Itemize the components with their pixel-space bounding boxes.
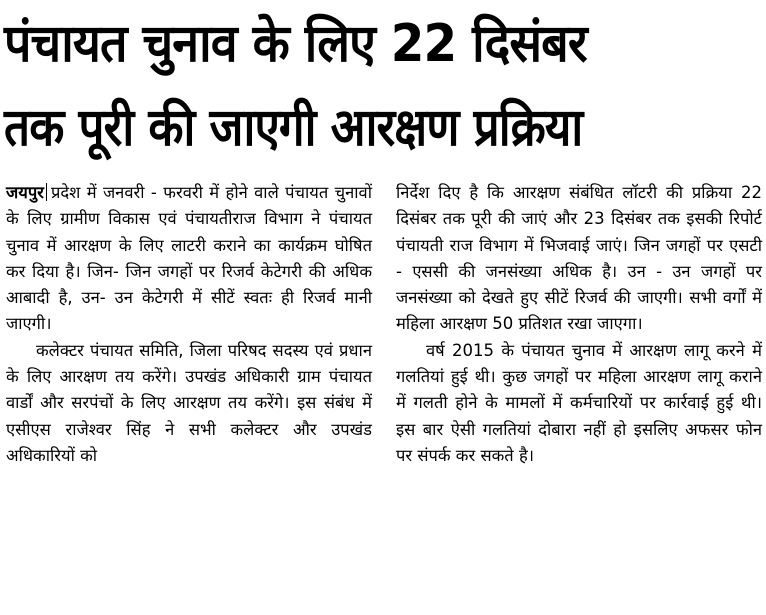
left-paragraph-1 [6, 180, 372, 338]
headline-line-2: तक पूरी की जाएगी आरक्षण प्रक्रिया [4, 98, 583, 158]
right-paragraph-1: निर्देश दिए है कि आरक्षण संबंधित लॉटरी की प्रक्रिया 22 दिसंबर तक पूरी की जाएं और 23 दिसंबर तक इसकी रिपोर्ट पंचायती राज विभाग में भिजवाई जाएं। जिन जगहों पर एसटी - एससी की जनसंख्या अधिक है। उन - उन जगहों पर जनसंख्या को देखते हुए सीटें रिजर्व की जाएगी। सभी वर्गों में महिला आरक्षण 50 प्रतिशत रखा जाएगा। [396, 183, 762, 334]
dateline-separator [46, 183, 47, 201]
left-paragraph-2: कलेक्टर पंचायत समिति, जिला परिषद सदस्य एवं प्रधान के लिए आरक्षण तय करेंगे। उपखंड अधिकारी ग्राम पंचायत वार्डों और सरपंचों के लिए आरक्षण तय करेंगे। इस संबंध में एसीएस राजेश्वर सिंह ने सभी कलेक्टर और उपखंड अधिकारियों को [6, 340, 372, 465]
article-column-right [396, 180, 762, 469]
article-column-left [6, 180, 372, 469]
headline-line-1: पंचायत चुनाव के लिए 22 दिसंबर [4, 14, 587, 74]
left-paragraph-1-text: प्रदेश में जनवरी - फरवरी में होने वाले पंचायत चुनावों के लिए ग्रामीण विकास एवं पंचायतीराज विभाग ने पंचायत चुनाव में आरक्षण के लिए लाटरी कराने का कार्यक्रम घोषित कर दिया है। जिन- जिन जगहों पर रिजर्व केटेगरी की अधिक आबादी है, उन- उन केटेगरी में सीटें स्वतः ही रिजर्व मानी जाएगी। [6, 183, 372, 334]
headline [4, 2, 762, 170]
dateline: जयपुर [6, 183, 44, 202]
right-paragraph-2: वर्ष 2015 के पंचायत चुनाव में आरक्षण लागू करने में गलतियां हुई थी। कुछ जगहों पर महिला आरक्षण लागू कराने में गलती होने के मामलों में कर्मचारियों पर कार्रवाई हुई थी। इस बार ऐसी गलतियां दोबारा नहीं हो इसलिए अफसर फोन पर संपर्क कर सकते है। [396, 340, 762, 465]
